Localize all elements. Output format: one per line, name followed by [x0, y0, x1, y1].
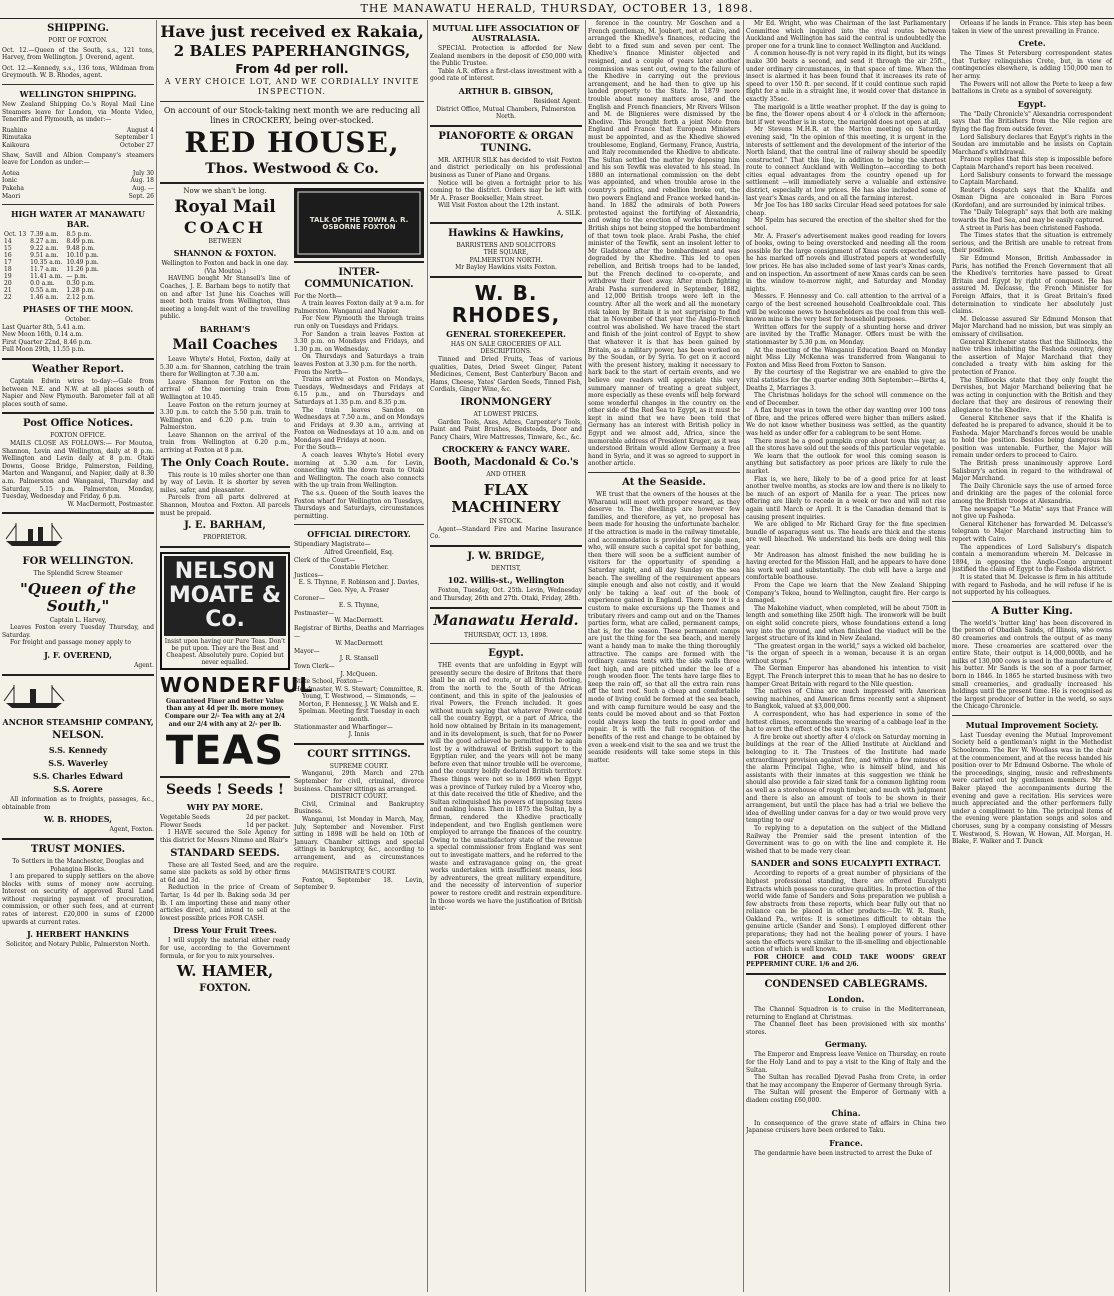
cable-text: M. Delcasse assured Sir Edmund Monson that Major Marchand had no mission, but was simply an emissary of civilisation. [952, 315, 1112, 338]
silk-visit: Will Visit Foxton about the 12th instant. [438, 202, 560, 210]
coach-line: Leave Whyte's Hotel, Foxton, daily at 5.30 a.m. for Shannon, catching the train there for Wellington at 7.30 a.m. [160, 355, 290, 379]
sailing-row: Kaikoura October 27 [2, 141, 154, 149]
local-paragraph: A flax buyer was in town the other day wanting over 100 tons of fibre, and the prices offered were higher than millers asked. We do not know whether business was settled, as the quantity was held as under offer for a cablegram to be sent Home. [746, 407, 946, 438]
hawkins-town: PALMERSTON NORTH. [469, 256, 543, 264]
bales-heading: 2 BALES PAPERHANGINGS, [173, 42, 411, 60]
local-paragraph: The German Emperor has abandoned his intention to visit Egypt. The French interpret this to mean that he has no desire to hamper Great Britain with regard to the Nile question. [746, 665, 946, 688]
nelson-moate-ad [160, 552, 290, 670]
local-paragraph: The Makohine viaduct, when completed, will be about 750ft in length and something like 250ft high. The ironwork will be built on eight solid concrete piers, whose foundations extend a long way into the ground, and when finished the viaduct will be the largest structure of its kind in New Zealand. [746, 604, 946, 643]
for-south-label: For the South— [294, 444, 342, 452]
butter-king-heading: A Butter King. [991, 605, 1073, 617]
local-paragraph: We are obliged to Mr Richard Gray for the fine specimen bundle of asparagus sent us. The heads are thick and the stems are well bleached. We understand his beds are doing well this year. [746, 521, 946, 551]
secured-text: I HAVE secured the Sole Agency for this district for Messrs Nimmo and Blair's [160, 829, 290, 844]
rakaia-heading: Have just received ex Rakaia, [160, 22, 424, 41]
via-moutoa: (Via Moutoa.) [204, 267, 246, 275]
cable-text: Orleans if he lands in France. This step has been taken in view of the unrest prevailing in France. [952, 20, 1112, 35]
queen-text: The s.s. Queen of the South leaves the Foxton wharf for Wellington on Tuesdays, Thursdays and Saturdays, circumstances permitting. [294, 490, 424, 520]
why-pay-more: WHY PAY MORE. [186, 802, 264, 813]
london-heading: London. [827, 994, 865, 1005]
district-text: Wanganui, 1st Monday in March, May, July, September and November. First sitting in 1898 will be held on 10th of January. Chamber sittings and special sittings in bankruptcy, &c., according to arrangement, and as circumstances require. [294, 816, 424, 869]
barham-proprietor: PROPRIETOR. [202, 534, 248, 542]
court-sittings-heading: COURT SITTINGS. [307, 748, 411, 760]
hankins-sub: Solicitor, and Notary Public, Palmerston North. [5, 941, 150, 949]
post-office-heading: Post Office Notices. [22, 418, 134, 430]
cable-text: General Kitchener states that the Shilloocks, the native tribes inhabiting the Fashoda country, deny the assertion of Major Marchand that they concluded a treaty with him asking for the protection of France. [952, 338, 1112, 376]
moon-line: Full Moon 29th, 11.55 p.m. [2, 346, 86, 354]
cable-text: Reuter's despatch says that the Khalifa and Osman Digna are concealed in Bara Forces (Kordofan), and are surrounded by inimical tribes. [952, 186, 1112, 209]
mutual-improvement-heading: Mutual Improvement Society. [965, 719, 1099, 730]
sanders-heading: SANDER and SONS EUCALYPTI EXTRACT. [751, 858, 941, 869]
local-paragraph: The natives of China are much impressed with American sewing machines, and American firms recently sent a shipment to Bangkok, valued at $3,000,000. [746, 688, 946, 711]
local-paragraph: Mr Spelm has secured the erection of the shelter shed for the school. [746, 217, 946, 233]
table-row: 14 8.27 a.m. 8.49 p.m. [4, 238, 95, 246]
table-row: 18 11.7 a.m. 11.26 p.m. [4, 266, 99, 274]
pianoforte-heading: PIANOFORTE & ORGAN TUNING. [438, 130, 574, 154]
directory-line: Stationmaster and Wharfinger— [294, 723, 393, 731]
cable-text: The British press unanimously approve Lord Salisbury's action in regard to the withdrawal of Major Marchand. [952, 460, 1112, 483]
tinned-text: Tinned and Dried Fruits, Teas of various qualities, Dates, Dried Sweet Ginger, Patent Medicines, Cement, Best Canterbury Bacon and Hams, Cheese, Yates' Garden Seeds, Tinned Fish, Cordials, Ginger Wine, &c. [430, 356, 582, 394]
inter-line: For New Plymouth the through trains run only on Tuesdays and Fridays. [294, 315, 424, 330]
sailing-row: Ruahine August 4 [2, 126, 154, 134]
cable-text: The Daily Chronicle says the use of armed force and drinking are the pages of the colonial force among the British troops at Alexandria. [952, 482, 1112, 506]
standard-seeds: STANDARD SEEDS. [170, 847, 280, 859]
mutual-improvement-text: Last Tuesday evening the Mutual Improvement Society held a gentleman's night in the Methodist Schoolroom. The Rev W. Woollass was in the chair at the commencement, and at the recess handed his position over to Mr Edmund Osborne. The whole of the proceedings, singing, music and refreshments were carried out by gentlemen members. Mr H. Baker played the accompaniments during the evening and gave a recitation. His services were much appreciated and the other performers fully under a compliment to him. The principal items of the evening were plantation songs and solos and choruses, sung by a company consisting of Messrs T. Westwood, S. Howan, W. Howan, Alf. Morgan, H. Blake, F. Walker and T. Dunck [952, 731, 1112, 846]
for-south-text: A coach leaves Whyte's Hotel every morning at 5.30 a.m. for Levin, connecting with the down train to Otaki and Wellington. The coach also connects with the up train from Wellington. [294, 452, 424, 490]
table-row: 16 9.51 a.m. 10.10 p.m. [4, 252, 99, 260]
trust-text: I am prepared to supply settlers on the above blocks with sums of money now accruing. Interest on security of approved Rural Land without requiring payment of procuration, commission, or other such fees, and at current rates of interest. £20,000 in sums of £2000 upwards at current rates. [2, 873, 154, 926]
lowest-prices: AT LOWEST PRICES. [473, 411, 539, 419]
now-shant-text: Now we shan't be long. [183, 187, 267, 195]
shannon-foxton: SHANNON & FOXTON. [173, 248, 277, 259]
directory-line: W. MacDermott. [334, 617, 384, 625]
weather-text: Captain Edwin wires to-day:—Gale from between N.E. and N.W. at all places south of Napier and New Plymouth. Barometer fall at all places south of same. [2, 378, 154, 408]
cable-text: The "Daily Chronicle's" Alexandria correspondent says that the Britishers from the Nile region are flying the flag from outside fever. [952, 110, 1112, 133]
post-office-sub: FOXTON OFFICE. [50, 432, 106, 440]
inter-line: For Sandon a train leaves Foxton at 3.30 p.m. on Mondays and Fridays, and 1.30 p.m. on Wednesday. [294, 330, 424, 353]
barham-heading: BARHAM'S [199, 323, 251, 334]
postmaster-sign: W. MacDermott, Postmaster. [67, 500, 154, 508]
from-north-text: Trains arrive at Foxton on Mondays, Tuesdays, Wednesdays and Fridays at 6.15 p.m., and on Thursdays and Saturdays at 1.35 p.m. and 8.35 p.m. [294, 376, 424, 406]
cable-text: The "Daily Telegraph" says that both are making towards the Red Sea, and may be easily captured. [952, 209, 1112, 225]
having-text: HAVING bought Mr Stansell's line of Coaches, J. E. Barham begs to notify that on and after 1st June his Coaches will meet both trains from Wellington, thus meeting a long-felt want of the travelling public. [160, 275, 290, 321]
local-paragraph: A fire broke out shortly after 4 o'clock on Saturday morning in buildings at the rear of the Allied Institute at Auckland and belonging to it. The Trustees of the Institute had made extraordinary provision against fire, and within a few minutes of the alarm Principal Tighe, who is himself blind, and his assistants with their inmates at this suggestion we think he should also provide a fair sized tank for a common lighting room as well as a storehouse of rough timber, and much with judgment and there is also an amount of tools to be shown in their arrangement, but until the place has had a trial we believe the idea of dwelling under canvas for a day or two would prove very tempting to our [746, 733, 946, 825]
moon-month: October. [65, 316, 91, 324]
column-2 [160, 20, 424, 1292]
district-court-label: DISTRICT COURT. [330, 793, 388, 801]
cable-text: General Kitchener says that if the Khalifa is defeated he is prepared to advance, should it be to Fashoda. Major Marchand's forces would be unable to hold the position. Besides being dangerous his position was untenable. Further, the Major will remain under orders to proceed to Cairo. [952, 414, 1112, 460]
shipping-sub: PORT OF FOXTON. [48, 37, 108, 44]
local-paragraph: A common house-fly is not very rapid in its flight, but its wings make 300 beats a second, and send it through the air 25ft., under ordinary circumstances, in that space of time. When the insect is alarmed it has been found that it increases its rate of speed to over 150 ft. per second. If it could continue such rapid flight for a mile in a straight line, it would cover that distance in exactly 35sec. [746, 50, 946, 103]
cable-text: The Emperor and Empress leave Venice on Thursday, en route for the Holy Land and to pay a visit to the King of Italy and the Sultan. [746, 1051, 946, 1074]
for-wellington-heading: FOR WELLINGTON. [22, 555, 134, 567]
local-paragraph: By the courtesy of the Registrar we are enabled to give the vital statistics for the quarter ending 30th September:—Births 4, Deaths 2, Marriages 3. [746, 369, 946, 392]
column-rule [585, 20, 586, 1292]
rhodes-name: W. B. RHODES, [43, 814, 113, 825]
directory-line: Constable Fletcher. [329, 564, 389, 572]
column-rule [949, 20, 950, 1292]
cable-text: In consequence of the grave state of affairs in China two Japanese cruisers have been ordered to Taku. [746, 1119, 946, 1135]
official-directory-heading: OFFICIAL DIRECTORY. [307, 529, 411, 540]
directory-line: Registrar of Births, Deaths and Marriages— [294, 624, 424, 640]
column-3 [430, 20, 582, 1292]
dentist-label: DENTIST, [491, 564, 521, 572]
local-paragraph: Mr Stevens M.H.R. at the Marton meeting on Saturday evening said, "In the opinion of this meeting, it is urgent in the interests of settlement and the development of the interior of the North Island, that the central line of railway should be speedily constructed." That this line, in addition to being the shortest route to connect Auckland with Wellington—according to both cities equal advantages from the country opened up for settlement —will immediately serve a valuable and extensive district, especially at low prices. He has also included some of last year's Xmas cards, and on all the farming interest. [746, 126, 946, 202]
inter-line: A train leaves Foxton daily at 9 a.m. for Palmerston. Wanganui and Napier. [294, 300, 424, 315]
hawkins-heading: Hawkins & Hawkins, [448, 227, 564, 239]
directory-line: J. Innis [348, 731, 370, 739]
between-label: BETWEEN [208, 237, 242, 245]
inter-north-label: For the North— [294, 292, 342, 300]
directory-line: J. R. Stansell [339, 655, 379, 663]
local-paragraph: A correspondent, who has had experience in some of the hottest climes, recommends the wearing of a cabbage leaf in the hat to avert the effect of the sun's rays. [746, 711, 946, 734]
cable-text: The newspaper "Le Matin" says that France will not give up Fashoda. [952, 505, 1112, 521]
local-paragraph: To replying to a deputation on the subject of the Midland Railway the Premier said the present intention of the Government was to go on with the line and complete it. He wished that to be made very clear. [746, 824, 946, 855]
nelson-moate-text: Insist upon having our Pure Teas. Don't be put upon. They are the Best and Cheapest. Absolutely pure. Copied but never equalled. [164, 637, 286, 666]
germany-heading: Germany. [824, 1039, 868, 1050]
rhodes-agent: Agent, Foxton. [109, 826, 154, 834]
cable-text: The Powers will not allow the Porte to keep a few battalions in Crete as a symbol of sovereignty. [952, 80, 1112, 96]
garden-text: Garden Tools, Axes, Adzes, Carpenter's Tools, Paint and Paint Brushes, Bedsteads, Door and Fancy Chairs, Wire Mattresses, Tinware, &c., &c. [430, 418, 582, 441]
tide-table [2, 231, 101, 301]
france-heading: France. [829, 1137, 863, 1148]
red-house-title: RED HOUSE, [184, 126, 400, 159]
cable-text: Lord Salisbury declares that Egypt's rights in the Soudan are immutable and he insists on Captain Marchand's withdrawal. [952, 133, 1112, 156]
ship-name: S.S. Kennedy [48, 745, 108, 756]
bridge-text: Foxton, Tuesday, Oct. 25th. Levin, Wednesday and Thursday, 26th and 27th. Otaki, Friday, 28th. [430, 587, 582, 602]
magistrate-text: Foxton, September 18. Levin, September 9. [294, 876, 424, 892]
leaves-text: Leaves Foxton every Tuesday Thursday, and Saturday. [2, 624, 154, 639]
local-paragraph: Mr Ed. Wright, who was Chairman of the last Parliamentary Committee which inquired into the rival routes between Auckland and Wellington has said the central is undoubtedly the proper one for a trunk line to connect Wellington and Auckland. [746, 20, 946, 50]
herald-title: Manawatu Herald. [433, 612, 579, 629]
table-row: Oct. 13 7.39 a.m. 8.5 p.m. [4, 231, 92, 239]
directory-line: Coroner— [294, 594, 325, 602]
nelson-moate-heading: NELSON MOATE & Co. [164, 556, 286, 636]
cable-text: It is stated that M. Delcasse is firm in his attitude with regard to Fashoda, and he will refuse if he is not supported by his colleagues. [952, 573, 1112, 597]
column-rule [427, 20, 428, 1292]
shaw-intro: Shaw, Savill and Albion Company's steamers leave for London as under:— [2, 151, 154, 167]
directory-line: Clerk of the Court— [294, 556, 356, 564]
inter-communication-heading: INTER-COMMUNICATION. [304, 266, 414, 290]
shipping-heading: SHIPPING. [47, 23, 109, 34]
ship-name: S.S. Waverley [48, 758, 108, 769]
directory-line: Headmaster, W. S. Stewart; Committee, R. Young, T. Westwood, — Simmonds, — Morton, F. Hennessy, J. W. Walsh and E. Spelman. Meeting first Tuesday in each month. [294, 685, 424, 724]
silk-notice: Notice will be given a fortnight prior to his coming to the district. Orders may be left with Mr A. Fraser Bookseller, Main street. [430, 179, 582, 202]
overend-agent: Agent. [134, 661, 154, 669]
shipping-line: Oct. 12.—Queen of the South, s.s., 121 tons, Harvey, from Wellington. J. Overend, agent. [2, 46, 154, 62]
price-row: Vegetable Seeds 2d per packet. [160, 814, 290, 822]
butter-text: The world's 'butter king' has been discovered in the person of Obadiah Sands, of Illinois, who owns 80 creameries and controls the output of as many more. These creameries are scattered over the entire State, their output is 14,000,000lb, and he milks of 130,000 cows is used in the manufacture of his butter. Mr Sands is the son of a poor farmer, born in 1846. In 1865 he started business with two small creameries, and gradually increased his holdings until the present time. He is recognised as the largest producer of butter in the world, so says the Chicago Chronicle. [952, 619, 1112, 711]
wellington-shipping-heading: WELLINGTON SHIPPING. [19, 88, 137, 99]
district-office: District Office, Mutual Chambers, Palmerston North. [436, 105, 576, 121]
egypt-article-continued: ference in the country. Mr Goschen and a French gentleman, M. Joubert, met at Cairo, and arranged the Khedive's finances, reducing the debt to a fixed sum and seven per cent. The Khedive's finance Minister objected and resigned, and a couple of years later another commission was sent out, owing to the failure of the Khedive in carrying out the previous arrangement, and he had then to give up his landed property to the State. In 1879 more trouble about money matters arose, and the English and French financiers, Mr Rivers Wilson and M. de Blignieres were dismissed by the Khedive. This brought forth a joint Note from England and France that European Ministers must be appointed, and as the Khedive showed troublesome, England, Germany, France, Austria, and Italy recommended the Khedive to abdicate. The Sultan settled the matter by deposing him and his son Tewfik was elevated to his stead. In 1880 an international commission on the debt was appointed, and when trouble arose in the country's politics, and rebellion broke out, the two powers England and France worked hand-in-hand. In 1882 the admirals of both Powers protested against the fortifying of Alexandria, and owing to the erection of works threatening British ships not being stopped the bombardment of that town took place. Arabi Pasha, the chief minister of the Tewfik, sent an insolent letter to Mr Gladstone after the bombardment and was degraded by the Khedive. This led to open rebellion, and British troops had to be landed, but the French declined to co-operate, and withdrew their fleet away. After much fighting Arabi Pasha surrendered in September, 1882, and 12,000 British troops were left in the country. After all the work and all the monetary risk taken by Britain it is not surprising to find that in November of that year the Anglo-French control was abolished. We have traced the start and finish of the joint control of Egypt to show that whatever it is that has been gained by Britain, as a military power, has been worked on by the Soudan, or by Syria. To get on it accord with the present history, making it necessary to hark back to the start of certain events, and we believe our readers will appreciate this very summary manner of treating a great subject, more especially as these events will help forward some wonderful changes in the country on the other side of the Red Sea to Egypt, as it must be kept in mind that we have been told that Germany has an interest with British policy in Egypt and we almost add, Africa, since the memorable address of President Kruger, as it was understood Britain would allow Germany a free hand in Syria, and it was so agreed to support in another article. [588, 20, 740, 468]
reduction-text: Reduction in the price of Cream of Tartar, 1s 4d per lb. Baking soda 3d per lb. I am importing these and many other articles direct, and intend to sell at the lowest possible prices FOR CASH. [160, 884, 290, 922]
sanders-text: According to reports of a great number of physicians of the highest professional standing, there are offered Eucalypti Extracts which possess no curative qualities. In protection of the world wide fame of Sanders and Sons preparation we publish a few abstracts from these reports, which bear fully out that no reliance can be placed in other products:—Dr. W. R. Rush, Oakland Pa., writes: It is sometimes difficult to obtain the genuine article (Sander and Sons). I employed different other preparations; they had not the healing power of yours. I have seen the effects were similar to the ill-smelling and objectionable action of which is well known. [746, 870, 946, 954]
shipping-line: Oct. 12.—Kennedy, s.s., 136 tons, Wildman from Greymouth. W. B. Rhodes, agent. [2, 64, 154, 80]
steamer-ship-icon [2, 521, 66, 547]
from-north-label: From the North— [294, 368, 348, 376]
anchor-company-heading: ANCHOR STEAMSHIP COMPANY, [2, 717, 154, 728]
table-row: 21 0.55 a.m. 1.28 p.m. [4, 287, 95, 295]
egypt-heading: Egypt. [488, 648, 524, 660]
hankins-name: J. HERBERT HANKINS [26, 929, 129, 940]
directory-line: Mayor— [294, 647, 320, 655]
supreme-court-label: SUPREME COURT. [329, 762, 389, 770]
local-paragraph: The marigold is a little weather prophet. If the day is going to be fine, the flower opens about 4 or 4 o'clock in the afternoon; but if wet weather is in store, the marigold does not open at all. [746, 103, 946, 126]
table-text: Table A.R. offers a first-class investment with a good rate of interest. [430, 67, 582, 83]
column-1 [2, 20, 154, 1292]
wonderful-title: WONDERFUL [160, 672, 314, 697]
cable-text: The Channel Squadron is to cruise in the Mediterranean, returning to England at Christmas. [746, 1006, 946, 1021]
local-paragraph: Messrs. F. Hennessy and Co. call attention to the arrival of a cargo of the best screened household Coalbrookdale coal. This will be welcome news to householders as the coal from this well-known mine is the very best for household purposes. [746, 293, 946, 324]
westwood-title: Thos. Westwood & Co. [205, 161, 379, 177]
crockery-heading: CROCKERY & FANCY WARE. [441, 444, 571, 455]
bridge-address: 102. Willis-st., Wellington [447, 575, 565, 586]
cable-text: The appendices of Lord Salisbury's dispatch contain a memorandum wherein M. Delcasse in 1894, in opposing the Anglo-Congo argument justified the claim of Egypt to the Fashoda district. [952, 543, 1112, 574]
cable-text: The Channel fleet has been provisioned with six months' stores. [746, 1021, 946, 1036]
teas-title: TEAS [165, 728, 285, 775]
mail-coaches-title: Mail Coaches [172, 336, 278, 353]
local-paragraph: We learn that the outlook for wool this coming season is anything but satisfactory as poor prices are likely to rule the market. [746, 452, 946, 476]
and-other-label: AND OTHER [486, 471, 526, 479]
cable-text: Sir Edmund Monson, British Ambassador in Paris, has notified the French Government that all the Khedive's territories have passed to Great Britain and Egypt by right of conquest. He has assured M. Delcasse, the French Minister for Foreign Affairs, that it is Great Britain's fixed determination to vindicate her absolutely just claims. [952, 255, 1112, 316]
rhodes-title: W. B. RHODES, [451, 280, 561, 327]
sailing-row: Aotea July 30 [2, 169, 154, 177]
directory-line: State School, Foxton— [294, 678, 363, 686]
moon-line: New Moon 16th, 0.14 a.m. [2, 331, 84, 339]
in-stock-label: IN STOCK. [489, 518, 523, 525]
coach-line: Leave Shannon for Foxton on the arrival of the morning train from Wellington at 10.45. [160, 378, 290, 401]
inter-line: On Thursdays and Saturdays a train leaves Foxton at 3.30 p.m. for the north. [294, 353, 424, 368]
sailing-row: Rimutaka September 1 [2, 134, 154, 142]
seaside-heading: At the Seaside. [622, 477, 706, 489]
directory-line: Stipendiary Magistrate— [294, 541, 371, 549]
seaside-article: WE trust that the owners of the houses at the Wharanui will meet with proper reward, as they deserve to. The dwellings are however few families, and therefore, as yet, no proposal has been made for housing the unfortunate bachelor. If the attraction is made in the railway timetable, and accommodation is provided for single men, who, will ensure such a capital spot for bathing, then there will soon be a sufficient number of visitors for the opportunity of spending a Saturday night, and all day Sunday on the sea beach. The swelling of the requirement appears simple enough and also not costly, and it would only be taking a leaf out of the book of experience gained in England. There now it is a custom to make excursions up the Thames and tributary rivers and camp out and on the Thames parties form, what are called, permanent camps, that is, for the season. These permanent camps are just the thing for the sea beach, and merely want a handy man to make the thing thoroughly attractive. The camps are formed with the ordinary canvas tents with the side walls three feet high, and are pitched under the lee of a rough wooden floor. The tents have large flies to keep the rain off, so that all the extra rain runs off the tent roof. Such a cheap and comfortable mode of living could be formed at the sea beach, and with camp furniture would be easy and the tents could be moved about and so that Foxton could always keep the tents in good order and repair. It is with the full recognition of the benefits of the rest and change to be obtained by even a week-end visit to the sea and we trust the seaside residents will take some steps in this matter. [588, 491, 740, 764]
freight-text: For freight and passage money apply to [10, 639, 131, 647]
ironmongery-heading: IRONMONGERY [460, 397, 552, 409]
table-row: 20 0.0 a.m. 0.30 p.m. [4, 280, 95, 288]
local-paragraph: From the Cape we learn that the New Zealand Shipping Company's Tekoa, bound to Wellington, caught fire. Her cargo is damaged. [746, 581, 946, 605]
royal-mail-title: Royal Mail [174, 196, 276, 217]
table-row: 19 11.41 a.m. — p.m. [4, 273, 88, 281]
from-north-text: The train leaves Sandon on Wednesdays at 7.50 a.m., and on Mondays and Fridays at 9.30 a.m., arriving at Foxton on Wednesdays at 10 a.m. and on Mondays and Fridays at noon. [294, 406, 424, 444]
captain-name: Captain L. Harvey, [49, 616, 107, 624]
herald-date: THURSDAY, OCT. 13, 1898. [464, 631, 548, 639]
flax-machinery-heading: FLAX MACHINERY [451, 481, 561, 516]
anchor-text: All information as to freights, passages, &c., obtainable from [2, 796, 154, 811]
cable-text: The Times states that the situation is extremely serious, and the British are unable to retreat from their position. [952, 232, 1112, 255]
steamer-ship-icon [2, 683, 66, 709]
queen-of-the-south-title: "Queen of the South," [19, 579, 137, 615]
tide-heading: HIGH WATER AT MANAWATU BAR. [10, 209, 146, 230]
directory-line: J. McQueen. [340, 670, 378, 678]
coach-line: Leave Foxton on the return journey at 3.30 p.m. to catch the 5.50 p.m. train to Wellington and 6.20 p.m. train to Palmerston. [160, 401, 290, 432]
egypt-article: THE events that are unfolding in Egypt will presently secure the desire of Britons that there shall be an all red route, or all British footing, from the north to the South of the African continent, and this in spite of the jealousies of rival Powers, the French included. It goes without much saying that whatever Power could call the country Egypt, or a part of Africa, the hold now obtained by Britain in its management, and in its development, is such, that for no Power will the good achieved be permitted to be again lost by a withdrawal of British support to the Egyptian ruler, and the years will not be many before even that minor trouble will be overcome, and the country boldly declared British territory. These things were not so in 1869 when Egypt was a province of Turkey ruled by a Viceroy who, at this date received the title of Khedive, and the Sultan relinquished his powers of imposing taxes and making loans. Then in 1875 the Sultan, by a firman, rendered the Khedive practically independent, and two English gentlemen were employed to arrange the finances of the country. Owing to the unsatisfactory state of the revenue a special commissioner from England was sent out to investigate matters, and he referred to the waste and extravagance going on, the great works undertaken with insufficient means, loss by adventurers, the great military expenditure, and the necessity of intervention of superior power to restore credit and restrain expenditure. In those words we have the justification of British inter- [430, 662, 582, 913]
directory-line: Alfred Greenfield, Esq. [324, 549, 394, 556]
groceries-label: HAS ON SALE GROCERIES OF ALL DESCRIPTIONS. [450, 340, 562, 356]
cable-text: A street in Paris has been christened Fashoda. [960, 224, 1102, 232]
barham-name: J. E. BARHAM, [184, 520, 266, 532]
column-rule [156, 20, 157, 1292]
moon-heading: PHASES OF THE MOON. [22, 304, 134, 315]
cable-text: The Times St Petersburg correspondent states that Turkey relinquishes Crete, but, in view of contingencies elsewhere, is adding 150,000 men to her army. [952, 50, 1112, 80]
parcels-text: Parcels from all parts delivered at Shannon, Moutoa and Foxton. All parcels must be prepaid. [160, 494, 290, 517]
silk-sign: A. SILK. [556, 209, 582, 217]
mutual-text: SPECIAL Protection is afforded for New Zealand members in the deposit of £50,000 with the Public Trustee. [430, 45, 582, 68]
local-paragraph: There must be a good pumpkin crop about town this year, as all the stores have sold out the seeds of this particular vegetable. [746, 437, 946, 453]
tested-text: These are all Tested Seed, and are the same size packets as sold by other firms at 6d and 3d. [160, 861, 290, 884]
coach-text: Wellington to Foxton and back in one day. [161, 260, 289, 268]
condensed-cablegrams-heading: CONDENSED CABLEGRAMS. [764, 979, 928, 991]
local-paragraph: Mr. A. Fraser's advertisement makes good reading for lovers of books, owing to being overstocked and needing all the room possible for the large consignment of Xmas cards expected soon, he has marked off novels and illustrated papers at wonderfully low prices. He has also included some of last year's Xmas cards, and on inspection. An assortment of new Xmas cards can be seen in the window to-morrow night, and Saturday and Monday nights. [746, 232, 946, 293]
route-text: This route is 10 miles shorter one than by way of Levin. It is shorter by seven miles, safer, and pleasanter. [160, 471, 290, 494]
local-paragraph: The Christmas holidays for the school will commence on the end of December. [746, 392, 946, 407]
table-row: 15 9.22 a.m. 9.48 p.m. [4, 245, 95, 253]
peppermint-ad: FOR CHOICE and COLD TAKE WOODS' GREAT PEPPERMINT CURE. 1/6 and 2/6. [746, 953, 946, 969]
cable-text: France replies that this step is impossible before Captain Marchand's report has been received. [952, 156, 1112, 171]
moon-line: Last Quarter 8th, 5.41 a.m. [2, 323, 86, 331]
sailing-row: Maori Sept. 26 [2, 192, 154, 200]
local-paragraph: Flax is, we here, likely to be of a good price for at least another twelve months, as stocks are low and there is no likely to be much of an export of Manila for a year. The prices now offering are likely to recede in a week or two and will not rise again until March or April. It is the Canadian demand that is causing present inquiries. [746, 475, 946, 521]
choice-lot: A VERY CHOICE LOT, AND WE CORDIALLY INVITE INSPECTION. [164, 77, 420, 96]
wonderful-text: Guaranteed Finer and Better Value than any at 4d per lb. more money. Compare our 2/- Tea with any at 2/4 and our 2/4 with any at 2/- per lb. [164, 697, 286, 728]
column-rule [743, 20, 744, 1292]
local-paragraph: Mr Joe Tos has 180 sacks Circular Head seed potatoes for sale cheap. [746, 202, 946, 217]
cable-text: The Sultan has recalled Djevad Pasha from Crete, in order that he may accompany the Emperor of Germany through Syria. [746, 1074, 946, 1089]
china-heading: China. [831, 1107, 861, 1118]
directory-line: Town Clerk— [294, 662, 335, 670]
sailing-row: Pakeha Aug. — [2, 184, 154, 192]
screw-steamer: The Splendid Screw Steamer [33, 569, 123, 577]
dress-text: I will supply the material either ready for use, according to the Government formula, or for you to mix yourselves. [160, 937, 290, 960]
coach-title: COACH [184, 217, 266, 237]
from-price: From 4d per roll. [235, 62, 349, 76]
local-paragraph: At the meeting of the Wanganui Education Board on Monday night Miss Lily McKenna was transferred from Wanganui to Foxton and Miss Reed from Foxton to Sanson. [746, 346, 946, 369]
agent-text: Agent—Standard Fire and Marine Insurance Co. [430, 525, 582, 541]
local-paragraph: Mr Andreason has almost finished the new building he is having erected for the Mission Hall, and he appears to have done his work well and substantially. The club will have a large and comfortable boathouse. [746, 551, 946, 582]
post-office-text: MAILS CLOSE AS FOLLOWS:— For Moutoa, Shannon, Levin and Wellington, daily at 8 p.m. Wellington and Levin daily at 8 p.m. Otaki Downs, Goose Bridge, Palmerston, Feilding, Marton and Wanganui, and Napier, daily at 8.30 a.m. Palmerston and Wanganui, Thursday and Saturday, 5.15 p.m. Palmerston, Monday, Tuesday, Wednesday and Friday, 6 p.m. [2, 440, 154, 501]
masthead: THE MANAWATU HERALD, THURSDAY, OCTOBER 13, 1898. [0, 0, 1114, 19]
directory-line: Postmaster— [294, 609, 335, 617]
overend-name: J. F. OVEREND, [44, 649, 112, 660]
directory-line: W. MacDermott [335, 640, 383, 648]
hawkins-address: THE SQUARE, [483, 249, 529, 257]
trust-monies-heading: TRUST MONIES. [30, 843, 126, 855]
ship-name: S.S. Aorere [53, 784, 103, 795]
egypt-cable-heading: Egypt. [1017, 98, 1047, 109]
sailing-row: Ionic Aug. 18 [2, 177, 154, 185]
directory-line: Justices— [294, 571, 324, 579]
gibson-name: ARTHUR B. GIBSON, [458, 85, 554, 96]
hamer-name: W. HAMER, [176, 962, 274, 981]
talk-of-town-text: TALK OF THE TOWN A. R. OSBORNE FOXTON [309, 215, 409, 232]
bridge-name: J. W. BRIDGE, [467, 550, 545, 562]
cable-text: The Shilloocks state that they only fought the Dervishes, but Major Marchand believing that he was acting in conjunction with the British and they declare that they are desirous of renewing their allegiance to the Khedive. [952, 376, 1112, 414]
silk-text: MR. ARTHUR SILK has decided to visit Foxton and district periodically on his professional business as Tuner of Piano and Organs. [430, 156, 582, 179]
trust-sub: To Settlers in the Manchester, Douglas and Pohangina Blocks. [12, 857, 144, 873]
stocktaking-text: On account of our Stock-taking next month we are reducing all lines in CROCKERY, being over-stocked. [163, 106, 421, 125]
hamer-place: FOXTON. [199, 983, 251, 995]
column-5 [746, 20, 946, 1292]
dress-title: Dress Your Fruit Trees. [173, 925, 277, 936]
column-4 [588, 20, 740, 1292]
hawkins-sub: BARRISTERS AND SOLICITORS [456, 241, 556, 249]
coach-line: Leave Shannon on the arrival of the train from Wellington at 6.20 p.m., arriving at Foxton at 8 p.m. [160, 431, 290, 455]
crete-heading: Crete. [1018, 38, 1046, 49]
cable-text: Lord Salisbury consents to forward the message to Captain Marchand. [952, 171, 1112, 187]
hawkins-visit: Mr Bayley Hawkins visits Foxton. [455, 264, 557, 272]
district-text: Civil, Criminal and Bankruptcy Business. [294, 800, 424, 816]
directory-line: E. S. Thynne, [338, 602, 380, 610]
weather-heading: Weather Report. [32, 364, 124, 376]
price-row: Flower Seeds 1d per packet. [160, 821, 290, 829]
table-row: 22 1.46 a.m. 2.12 p.m. [4, 294, 95, 302]
storekeeper-label: GENERAL STOREKEEPER. [446, 328, 566, 339]
only-coach-route: The Only Coach Route. [160, 457, 290, 469]
nelson-heading: NELSON. [52, 730, 104, 742]
table-row: 17 10.35 a.m. 10.49 p.m. [4, 259, 99, 267]
seeds-title: Seeds ! Seeds ! [165, 782, 285, 799]
cable-text: The gendarmie have been instructed to arrest the Duke of [754, 1149, 932, 1157]
cable-text: General Kitchener has forwarded M. Delcasse's telegram to Major Marchand instructing him to report with Cairo. [952, 520, 1112, 543]
wellington-intro: New Zealand Shipping Co.'s Royal Mail Line Steamers leave for London, via Monte Video, Teneriffe and Plymouth, as under:— [2, 100, 154, 124]
ship-name: S.S. Charles Edward [33, 771, 123, 782]
mutual-life-heading: MUTUAL LIFE ASSOCIATION OF AUSTRALASIA. [432, 23, 580, 43]
moon-line: First Quarter 22nd, 8.46 p.m. [2, 338, 93, 346]
supreme-text: Wanganui, 29th March and 27th September for civil, criminal, divorce business. Chamber sittings as arranged. [294, 770, 424, 793]
magistrate-court-label: MAGISTRATE'S COURT. [321, 869, 397, 877]
directory-line: E. S. Thynne, F. Robinson and J. Davies, Geo. Nye, A. Fraser [298, 579, 420, 594]
resident-agent: Resident Agent. [533, 97, 582, 105]
local-paragraph: Written offers for the supply of a shunting horse and driver are invited by the Traffic Manager. Offers must be with the stationmaster by 5.30 p.m. on Monday. [746, 323, 946, 346]
booth-heading: Booth, Macdonald & Co.'s [433, 457, 579, 469]
cable-text: The Sultan will present the Emperor of Germany with a diadem costing £60,000. [746, 1089, 946, 1104]
local-paragraph: "The greatest organ in the world," says a wicked old bachelor, "is the organ of speech in a woman, because it is an organ without stops." [746, 642, 946, 665]
column-6 [952, 20, 1112, 1292]
